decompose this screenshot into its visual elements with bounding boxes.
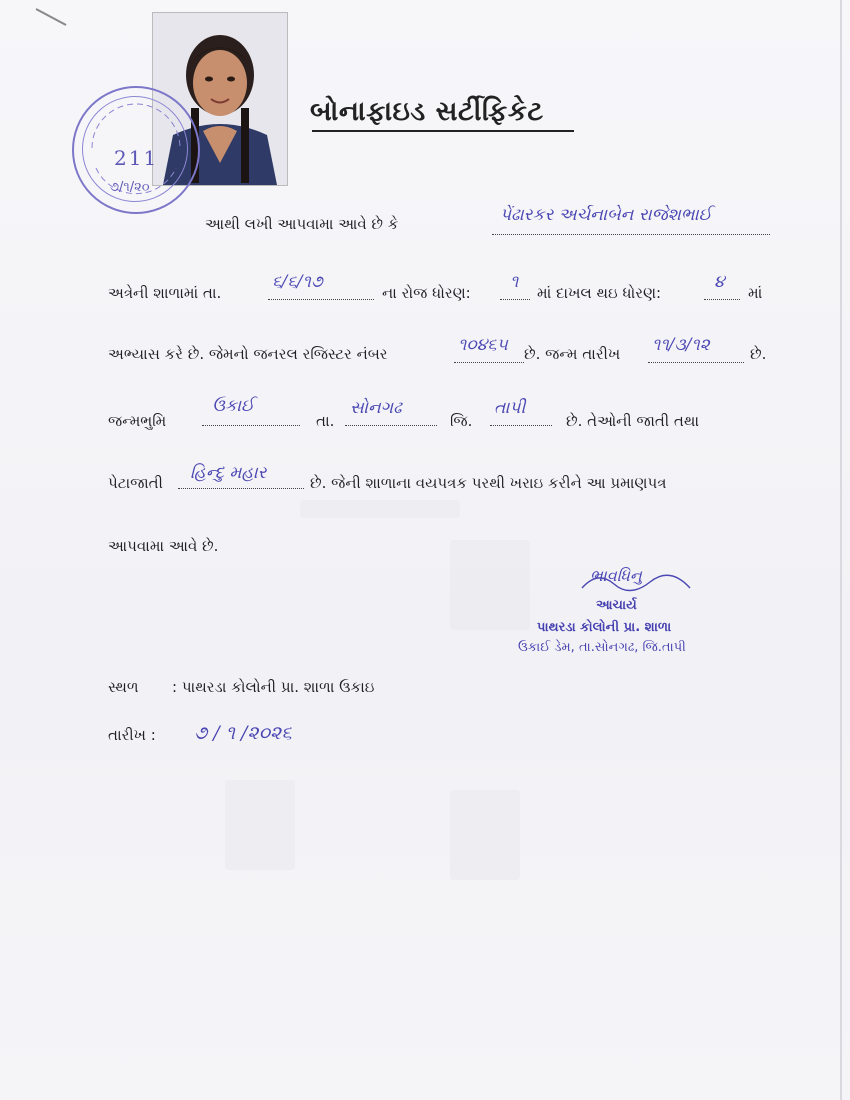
district: તાપી <box>494 398 526 418</box>
admission-std-dotted <box>500 299 530 300</box>
line2-mid2: માં દાખલ થઇ ધોરણ: <box>537 284 662 302</box>
bleed-through-mark <box>225 780 295 870</box>
corner-mark <box>36 8 67 26</box>
line6: આપવામા આવે છે. <box>108 537 219 555</box>
taluka-dotted <box>345 425 437 426</box>
current-std: ૪ <box>714 272 725 292</box>
issue-date: ૭ / ૧ /૨૦૨૬ <box>194 722 292 744</box>
gr-number-dotted <box>454 362 524 363</box>
student-name: પેંઢારકર અર્ચનાબેન રાજેશભાઈ <box>500 205 712 225</box>
birthplace: ઉકાઈ <box>212 396 255 416</box>
district-label: જિ. <box>450 412 473 430</box>
principal-signature: ભાવધિનુ <box>590 566 642 585</box>
birthplace-dotted <box>202 425 300 426</box>
stamp-date: ૭/૧/૨૦ <box>110 180 150 195</box>
birth-date-dotted <box>648 362 744 363</box>
line2-prefix: અત્રેની શાળામાં તા. <box>108 284 222 302</box>
place-value: : પાથરડા કોલોની પ્રા. શાળા ઉકાઇ <box>172 678 375 696</box>
line3-prefix: અભ્યાસ કરે છે. જેમનો જનરલ રજિસ્ટર નંબર <box>108 345 388 363</box>
line4-label: જન્મભુમિ <box>108 412 167 430</box>
principal-role: આચાર્ય <box>596 598 637 613</box>
principal-address: ઉકાઈ ડેમ, તા.સોનગઢ, જિ.તાપી <box>518 640 686 655</box>
line5-suffix: છે. જેની શાળાના વયપત્રક પરથી ખરાઇ કરીને આ પ્રમાણપત્ર <box>310 474 667 492</box>
line1-label: આથી લખી આપવામા આવે છે કે <box>205 215 399 233</box>
admission-std: ૧ <box>510 272 519 292</box>
stamp-number: 211 <box>114 146 159 170</box>
school-stamp <box>72 86 200 214</box>
certificate-title: બોનાફાઇડ સર્ટીફિકેટ <box>310 96 544 127</box>
line3-mid: છે. જન્મ તારીખ <box>524 345 621 363</box>
subcaste-dotted <box>178 488 304 489</box>
line5-label: પેટાજાતી <box>108 474 163 492</box>
taluka-label: તા. <box>316 412 335 430</box>
bleed-through-mark <box>450 540 530 630</box>
bleed-through-mark <box>450 790 520 880</box>
gr-number: ૧૦૪૬૫ <box>458 335 508 355</box>
admission-date: ૬/૬/૧૭ <box>272 272 323 292</box>
title-underline <box>312 130 574 132</box>
line2-mid: ના રોજ ધોરણ: <box>382 284 471 302</box>
line3-suffix: છે. <box>750 345 767 363</box>
taluka: સોનગઢ <box>350 398 402 418</box>
page-edge <box>840 0 842 1100</box>
line4-suffix: છે. તેઓની જાતી તથા <box>566 412 700 430</box>
district-dotted <box>490 425 552 426</box>
admission-date-dotted <box>268 299 374 300</box>
line2-suffix: માં <box>748 284 763 302</box>
birth-date: ૧૧/૩/૧૨ <box>652 335 710 355</box>
bleed-through-mark <box>300 500 460 518</box>
name-dotted-line <box>492 234 770 235</box>
principal-school: પાથરડા કોલોની પ્રા. શાળા <box>537 620 672 635</box>
current-std-dotted <box>704 299 740 300</box>
place-label: સ્થળ <box>108 678 139 696</box>
date-label: તારીખ : <box>108 726 156 744</box>
subcaste: હિન્દુ મહાર <box>190 463 267 483</box>
